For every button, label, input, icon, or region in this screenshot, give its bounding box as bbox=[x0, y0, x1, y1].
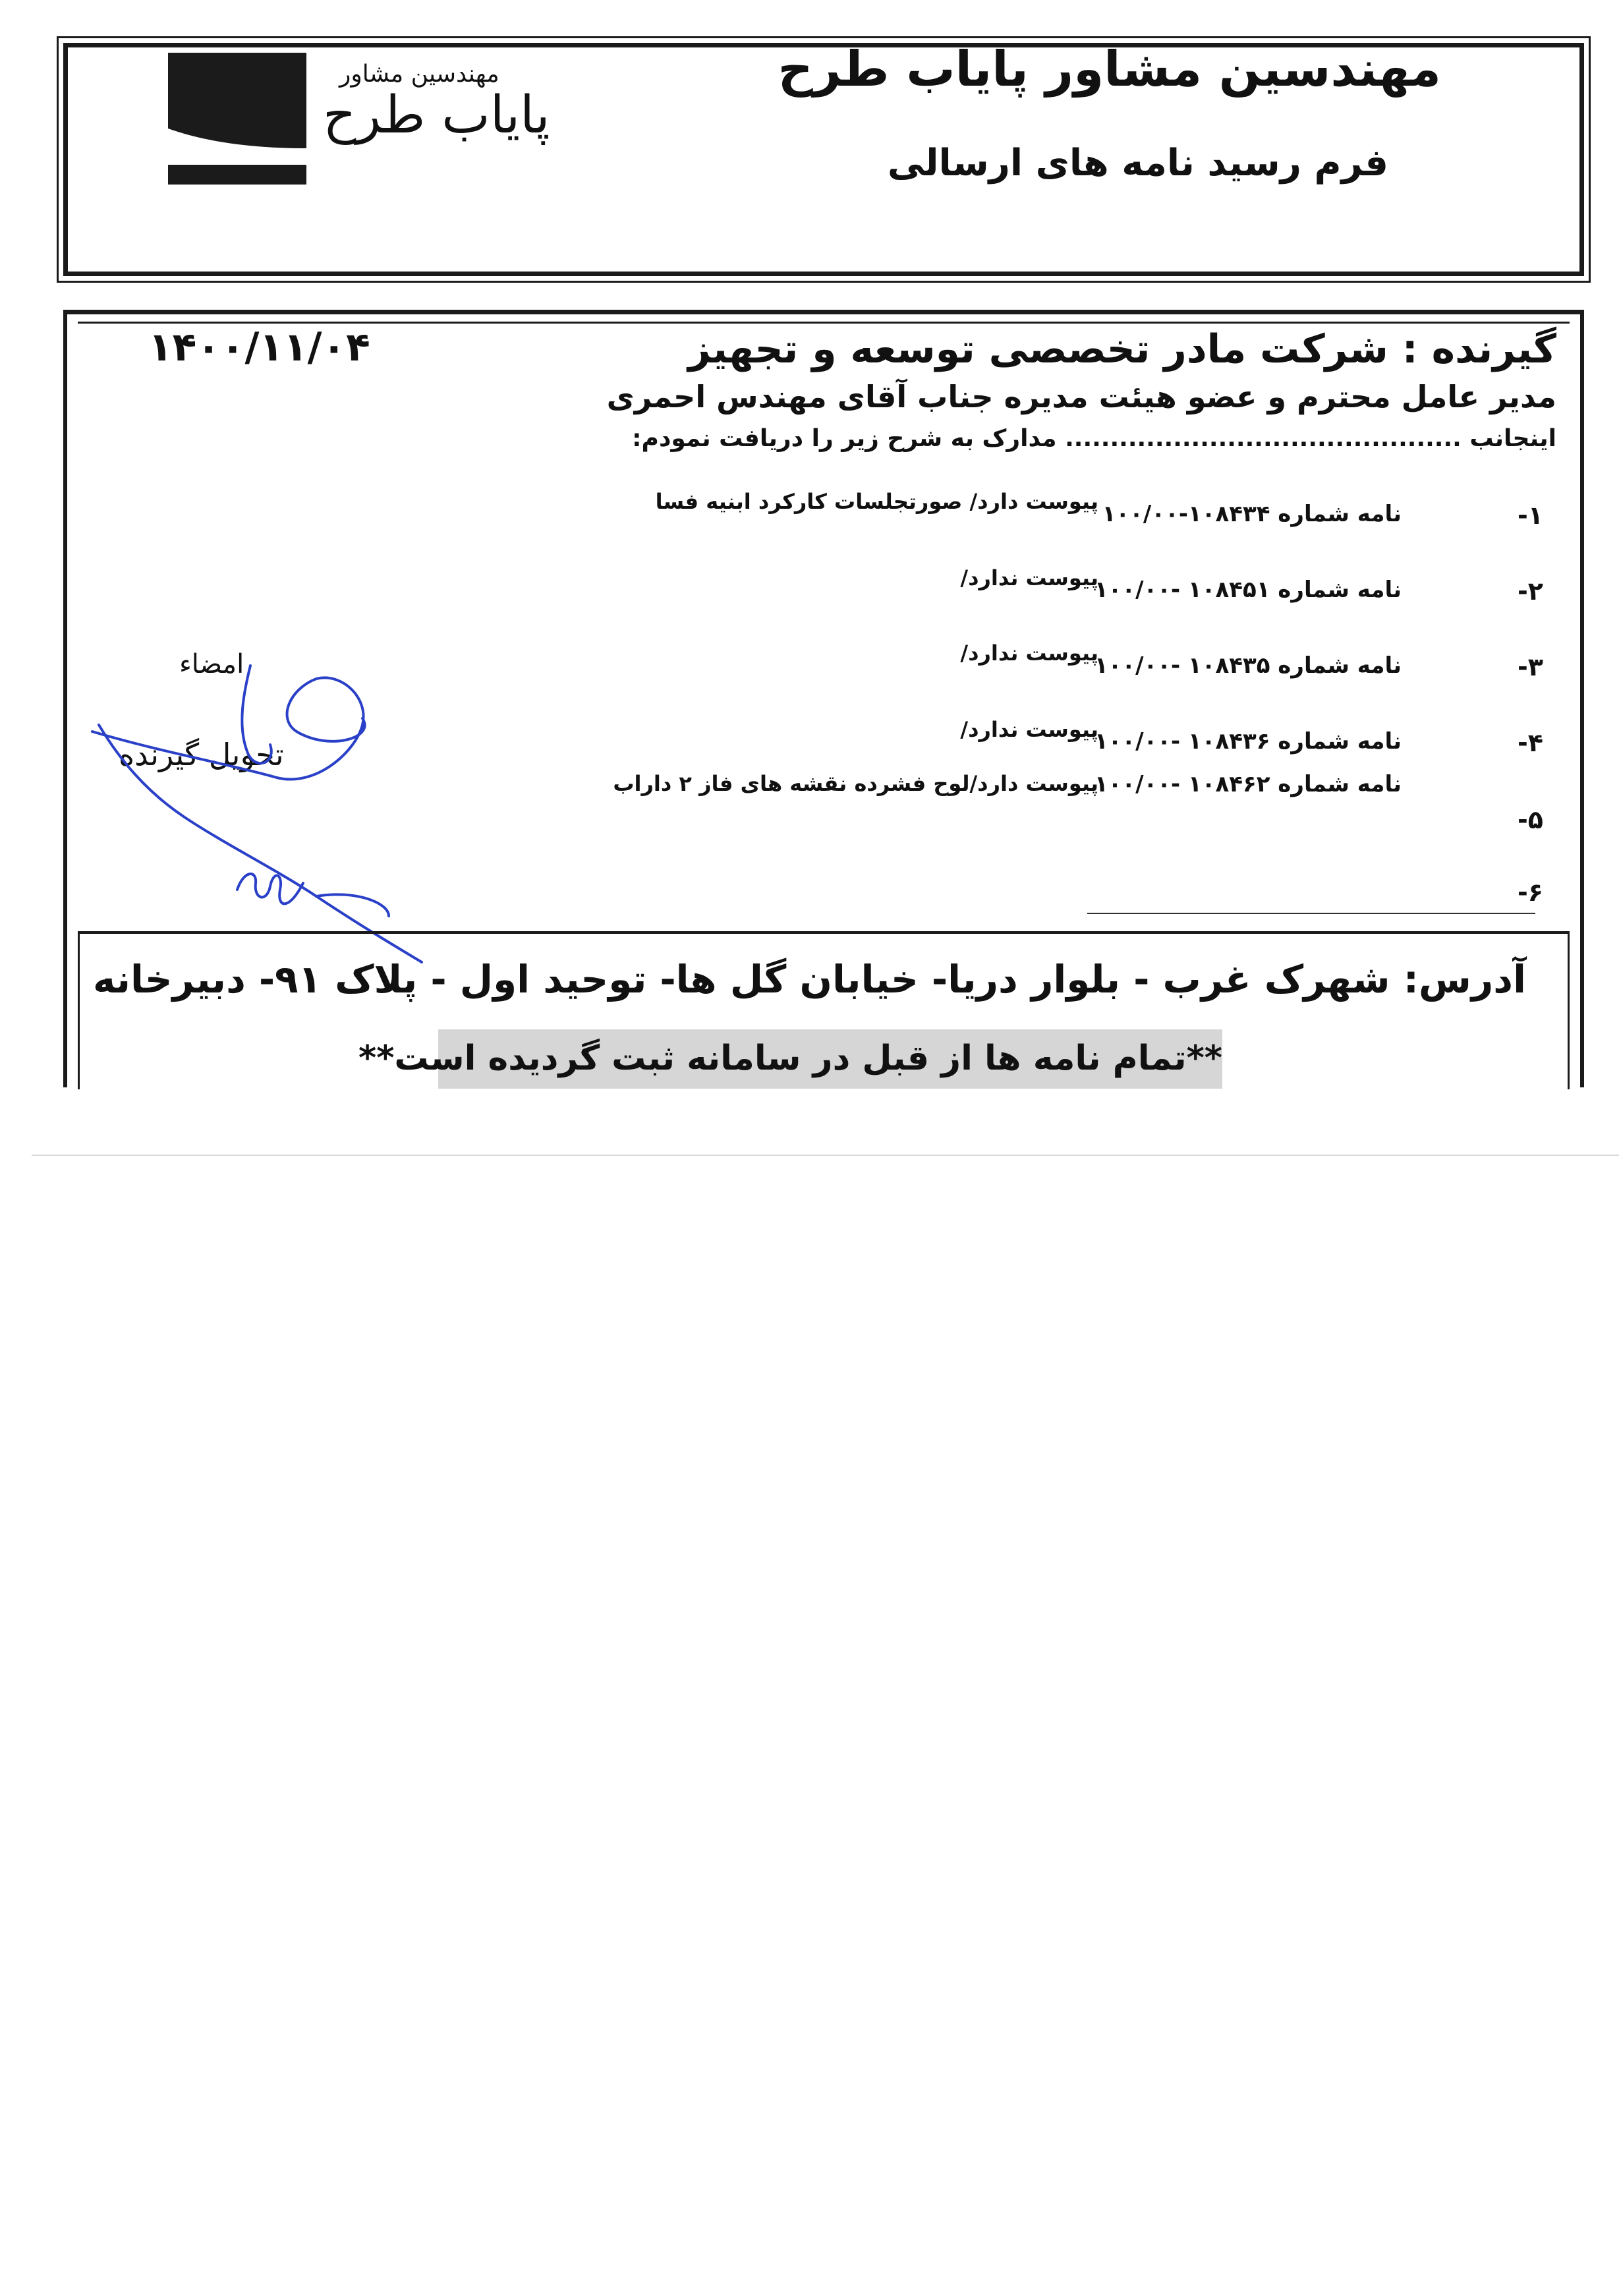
address-line: آدرس: شهرک غرب - بلوار دریا- خیابان گل ها- توحید اول - پلاک ۹۱- دبیرخانه bbox=[93, 957, 1526, 1002]
company-title: مهندسین مشاور پایاب طرح bbox=[778, 41, 1441, 98]
letter-number: نامه شماره ۱۰۸۴۶۲ -۱۰۰/۰۰ bbox=[1094, 771, 1402, 797]
row-number: ۱- bbox=[1518, 501, 1543, 530]
footer-right-border bbox=[1568, 931, 1570, 1089]
logo-text-small: مهندسین مشاور bbox=[339, 61, 499, 88]
handwritten-signature bbox=[79, 652, 554, 995]
greeting-line: مدیر عامل محترم و عضو هیئت مدیره جناب آقای مهندس احمری bbox=[606, 379, 1556, 415]
attachment-status: پیوست ندارد/ bbox=[960, 717, 1098, 742]
row-number: ۲- bbox=[1518, 577, 1543, 606]
row-number: ۵- bbox=[1518, 805, 1543, 834]
attachment-status: پیوست ندارد/ bbox=[960, 641, 1098, 666]
row-number: ۶- bbox=[1518, 878, 1543, 907]
footer-left-border bbox=[78, 931, 80, 1089]
logo-mark-icon bbox=[168, 53, 306, 185]
attachment-status: پیوست دارد/ صورتجلسات کارکرد ابنیه فسا bbox=[655, 489, 1098, 514]
letter-number: نامه شماره ۱۰۸۴۳۵ -۱۰۰/۰۰ bbox=[1094, 652, 1402, 679]
company-logo bbox=[168, 53, 306, 185]
row-underline bbox=[1087, 913, 1535, 914]
logo-text-large: پایاب طرح bbox=[323, 86, 550, 145]
signature-label: امضاء bbox=[179, 649, 244, 679]
footer-divider bbox=[78, 931, 1570, 934]
date: ۱۴۰۰/۱۱/۰۴ bbox=[148, 324, 370, 370]
form-title: فرم رسید نامه های ارسالی bbox=[887, 142, 1388, 185]
acknowledgment-line: اینجانب ............................................ مدارک به شرح زیر را دریافت نمودم: bbox=[632, 425, 1556, 452]
letter-number: نامه شماره ۱۰۸۴۳۴-۱۰۰/۰۰ bbox=[1102, 501, 1402, 527]
notice-text: **تمام نامه ها از قبل در سامانه ثبت گردیده است** bbox=[358, 1039, 1222, 1078]
scan-edge bbox=[32, 1155, 1619, 1156]
recipient-line: گیرنده : شرکت مادر تخصصی توسعه و تجهیز bbox=[688, 326, 1556, 372]
delivery-label: تحویل گیرنده bbox=[119, 737, 284, 772]
letter-number: نامه شماره ۱۰۸۴۳۶ -۱۰۰/۰۰ bbox=[1094, 728, 1402, 755]
row-number: ۴- bbox=[1518, 728, 1543, 757]
attachment-status: پیوست ندارد/ bbox=[960, 565, 1098, 590]
attachment-status: پیوست دارد/لوح فشرده نقشه های فاز ۲ داراب bbox=[613, 771, 1098, 796]
body-inner-divider bbox=[78, 322, 1570, 324]
row-number: ۳- bbox=[1518, 652, 1543, 681]
notice-banner bbox=[358, 1029, 1222, 1089]
letter-number: نامه شماره ۱۰۸۴۵۱ -۱۰۰/۰۰ bbox=[1094, 577, 1402, 603]
